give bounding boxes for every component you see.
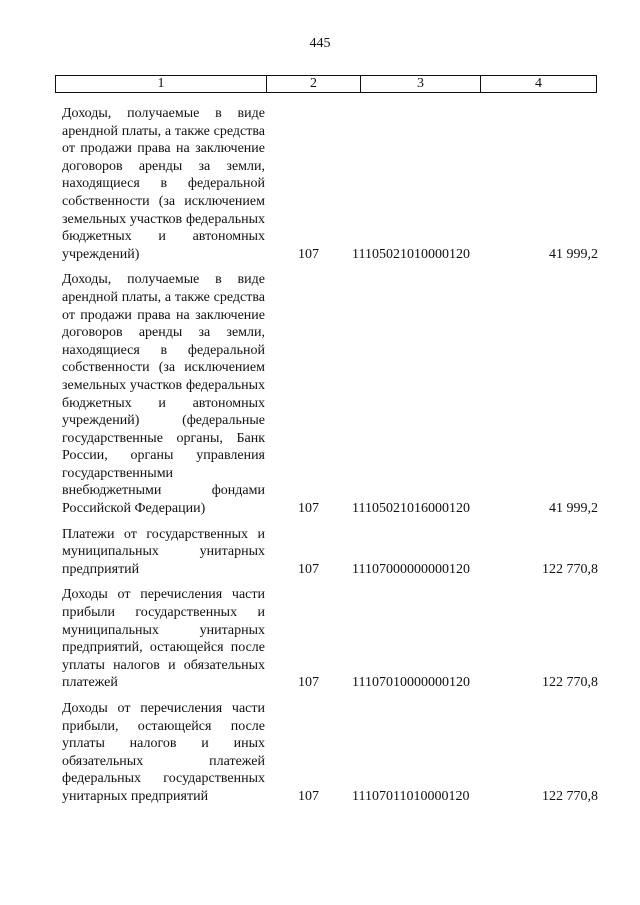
income-name: Доходы, получаемые в виде арендной платы, а также средства от продажи права на заключение договоров аренды за земли, находящиеся в федеральной собственности (за исключением земельных участков федеральных бюджетных и автономных учреждений) (федеральные государственные органы, Банк России, органы управления государственными внебюджетными фондами Российской Федерации)	[62, 272, 265, 517]
table-body	[0, 105, 640, 814]
admin-code: 107	[298, 788, 319, 804]
column-header-row	[55, 75, 597, 93]
column-header-2: 2	[267, 76, 361, 92]
page-number: 445	[309, 36, 331, 51]
budget-classification-code: 11105021016000120	[352, 501, 470, 517]
admin-code: 107	[298, 501, 319, 517]
amount: 122 770,8	[542, 675, 598, 691]
table-row	[0, 526, 640, 579]
budget-classification-code: 11107000000000120	[352, 561, 470, 577]
table-row	[0, 271, 640, 517]
admin-code: 107	[298, 561, 319, 577]
admin-code: 107	[298, 675, 319, 691]
table-row	[0, 105, 640, 263]
table-row	[0, 700, 640, 806]
budget-classification-code: 11105021010000120	[352, 246, 470, 262]
column-header-1: 1	[56, 76, 267, 92]
column-header-4: 4	[535, 76, 542, 91]
income-name: Доходы, получаемые в виде арендной платы, а также средства от продажи права на заключение договоров аренды за земли, находящиеся в федеральной собственности (за исключением земельных участков федеральных бюджетных и автономных учреждений)	[62, 106, 265, 262]
amount: 122 770,8	[542, 788, 598, 804]
budget-classification-code: 11107011010000120	[352, 788, 470, 804]
admin-code: 107	[298, 246, 319, 262]
amount: 41 999,2	[549, 246, 598, 262]
income-name: Платежи от государственных и муниципальных унитарных предприятий	[62, 526, 265, 577]
amount: 122 770,8	[542, 561, 598, 577]
amount: 41 999,2	[549, 501, 598, 517]
table-row	[0, 586, 640, 692]
income-name: Доходы от перечисления части прибыли государственных и муниципальных унитарных предприятий, остающейся после уплаты налогов и обязательных платежей	[62, 587, 265, 691]
column-header-3: 3	[361, 76, 481, 92]
budget-classification-code: 11107010000000120	[352, 675, 470, 691]
income-name: Доходы от перечисления части прибыли, остающейся после уплаты налогов и иных обязательных платежей федеральных государственных унитарных предприятий	[62, 701, 265, 804]
